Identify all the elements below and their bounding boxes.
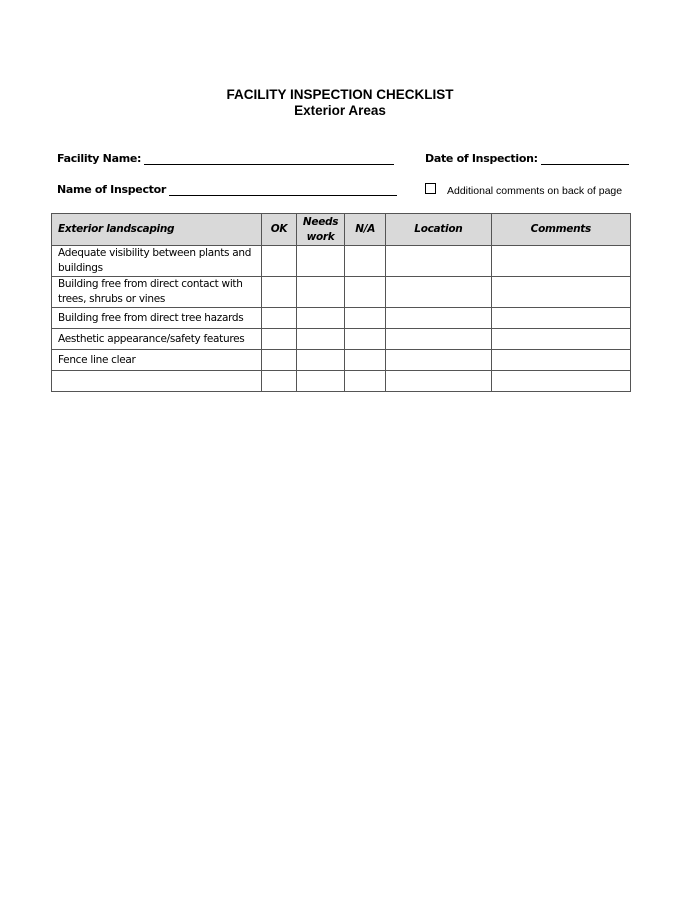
comments-cell[interactable]	[491, 246, 630, 277]
comments-cell[interactable]	[491, 308, 630, 329]
na-cell[interactable]	[345, 350, 386, 371]
table-header-row	[52, 214, 631, 246]
item: Fence line clear	[52, 350, 262, 371]
na-cell[interactable]	[345, 329, 386, 350]
na-cell[interactable]	[345, 277, 386, 308]
ok-cell[interactable]	[261, 350, 296, 371]
header-location: Location	[386, 214, 492, 246]
additional-comments-label: Additional comments on back of page	[447, 185, 623, 197]
facility-name-field	[57, 152, 394, 165]
inspector-label: Name of Inspector	[57, 183, 167, 196]
comments-cell[interactable]	[491, 277, 630, 308]
inspector-input[interactable]	[169, 184, 397, 196]
needs-work-cell[interactable]	[296, 350, 344, 371]
facility-name-label: Facility Name:	[57, 152, 142, 165]
location-cell[interactable]	[386, 246, 492, 277]
item: Building free from direct contact with trees, shrubs or vines	[52, 277, 262, 308]
needs-work-cell[interactable]	[296, 308, 344, 329]
item: Building free from direct tree hazards	[52, 308, 262, 329]
item	[52, 371, 262, 392]
ok-cell[interactable]	[261, 329, 296, 350]
table-row	[52, 371, 631, 392]
location-cell[interactable]	[386, 371, 492, 392]
na-cell[interactable]	[345, 246, 386, 277]
ok-cell[interactable]	[261, 246, 296, 277]
ok-cell[interactable]	[261, 277, 296, 308]
table-row	[52, 277, 631, 308]
location-cell[interactable]	[386, 350, 492, 371]
location-cell[interactable]	[386, 329, 492, 350]
comments-cell[interactable]	[491, 371, 630, 392]
comments-cell[interactable]	[491, 329, 630, 350]
facility-name-input[interactable]	[144, 153, 394, 165]
table-row	[52, 246, 631, 277]
table-row	[52, 329, 631, 350]
location-cell[interactable]	[386, 277, 492, 308]
date-field	[425, 152, 629, 165]
inspection-table	[51, 213, 631, 392]
header-ok: OK	[261, 214, 296, 246]
page-title: FACILITY INSPECTION CHECKLIST	[226, 87, 454, 102]
inspector-field	[57, 183, 397, 196]
additional-comments-checkbox[interactable]	[425, 183, 436, 194]
needs-work-cell[interactable]	[296, 371, 344, 392]
header-na: N/A	[345, 214, 386, 246]
header-comments: Comments	[491, 214, 630, 246]
na-cell[interactable]	[345, 371, 386, 392]
na-cell[interactable]	[345, 308, 386, 329]
needs-work-cell[interactable]	[296, 329, 344, 350]
comments-cell[interactable]	[491, 350, 630, 371]
page-subtitle: Exterior Areas	[294, 103, 386, 118]
table-row	[52, 350, 631, 371]
ok-cell[interactable]	[261, 308, 296, 329]
header-exterior-landscaping: Exterior landscaping	[52, 214, 262, 246]
date-label: Date of Inspection:	[425, 152, 538, 165]
needs-work-cell[interactable]	[296, 277, 344, 308]
date-input[interactable]	[541, 153, 629, 165]
item: Aesthetic appearance/safety features	[52, 329, 262, 350]
needs-work-cell[interactable]	[296, 246, 344, 277]
location-cell[interactable]	[386, 308, 492, 329]
item: Adequate visibility between plants and buildings	[52, 246, 262, 277]
ok-cell[interactable]	[261, 371, 296, 392]
header-needs-work: Needs work	[296, 214, 344, 246]
table-row	[52, 308, 631, 329]
